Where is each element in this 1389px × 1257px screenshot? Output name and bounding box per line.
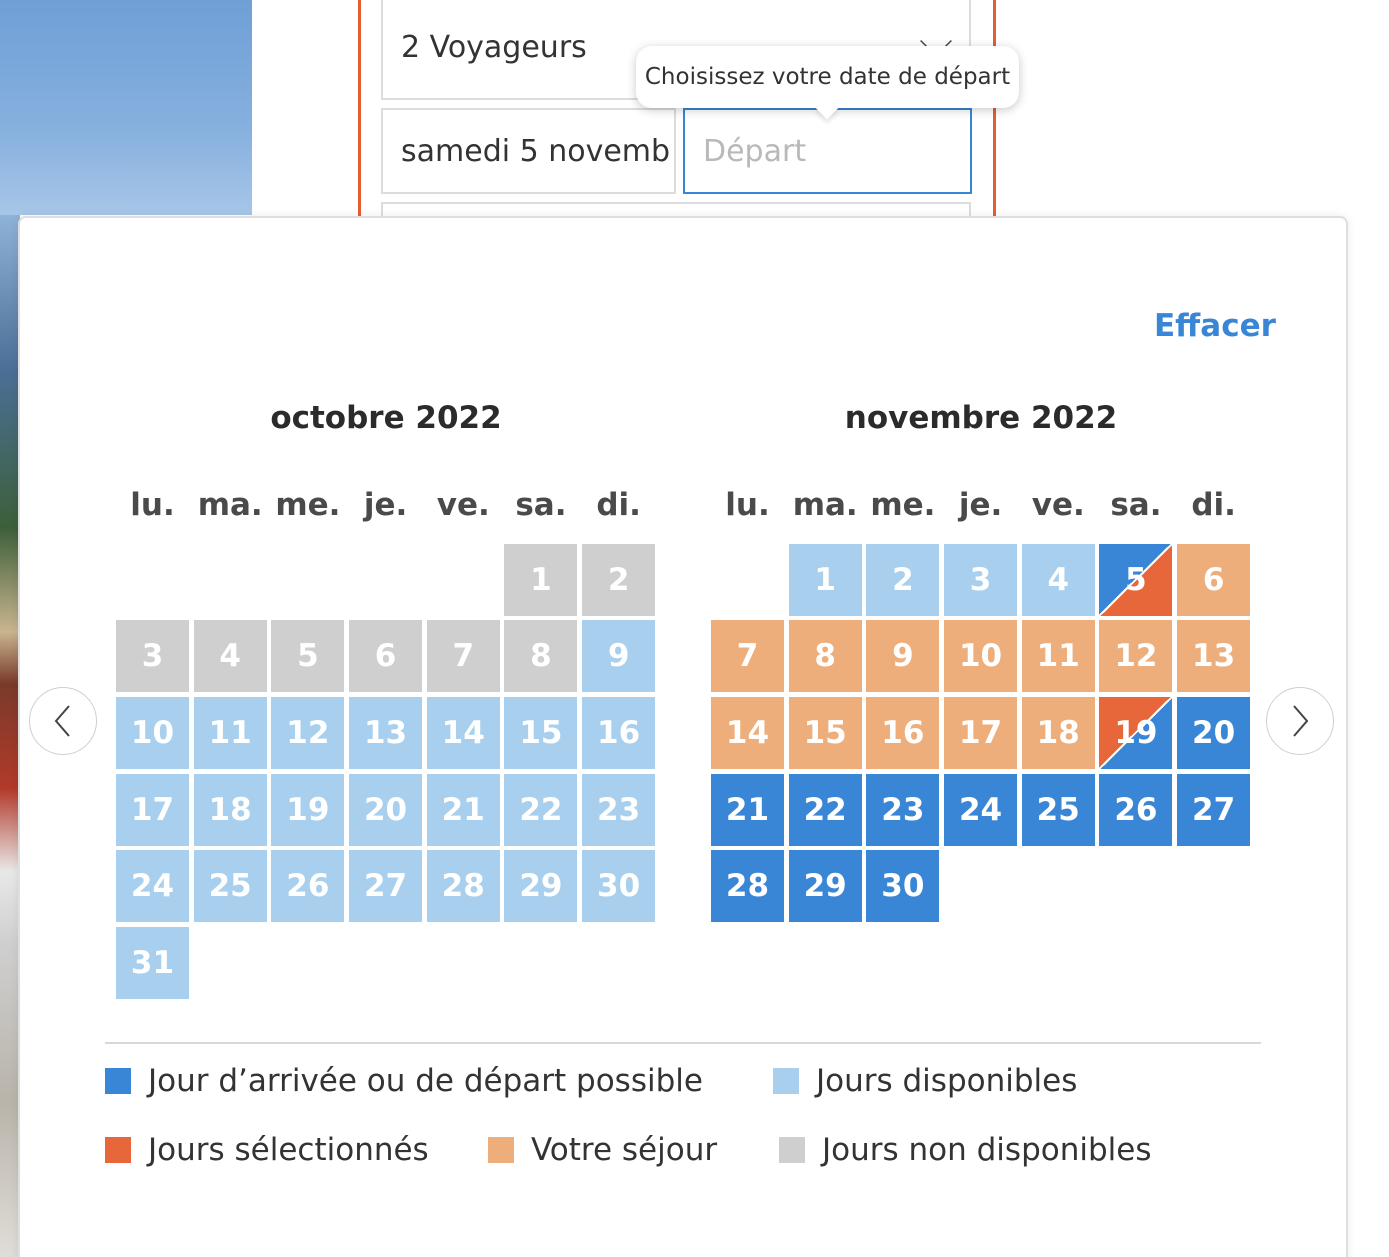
weekday-header: di. <box>596 487 641 523</box>
day-cell[interactable] <box>427 850 500 922</box>
day-number: 15 <box>803 715 847 752</box>
day-cell[interactable] <box>1099 620 1172 692</box>
day-number: 10 <box>130 715 175 752</box>
day-number: 25 <box>1036 791 1080 828</box>
day-number: 18 <box>208 791 252 828</box>
day-cell[interactable] <box>116 774 189 846</box>
day-cell[interactable] <box>944 620 1017 692</box>
legend-divider <box>105 1042 1261 1044</box>
day-cell[interactable] <box>711 697 784 769</box>
day-number: 13 <box>363 715 408 752</box>
day-number: 6 <box>1202 561 1225 598</box>
day-number: 30 <box>881 868 925 905</box>
day-number: 29 <box>519 868 563 905</box>
day-cell[interactable] <box>866 850 939 922</box>
day-cell[interactable] <box>789 850 862 922</box>
day-cell[interactable] <box>1177 620 1250 692</box>
day-cell <box>427 620 500 692</box>
day-cell[interactable] <box>427 697 500 769</box>
legend-swatch <box>488 1137 514 1163</box>
legend-item-possible <box>105 1063 703 1099</box>
day-cell[interactable] <box>944 774 1017 846</box>
day-cell[interactable] <box>711 620 784 692</box>
legend-label: Votre séjour <box>531 1132 718 1168</box>
day-number: 5 <box>297 638 319 675</box>
legend-label: Jours non disponibles <box>822 1132 1152 1168</box>
day-number: 11 <box>1036 638 1080 675</box>
chevron-right-icon <box>1288 703 1312 739</box>
departure-date-placeholder: Départ <box>703 133 807 169</box>
day-cell[interactable] <box>789 544 862 616</box>
day-cell[interactable] <box>1022 544 1095 616</box>
day-cell[interactable] <box>1099 697 1172 769</box>
day-number: 6 <box>374 638 397 675</box>
day-number: 21 <box>725 791 770 828</box>
day-cell[interactable] <box>866 774 939 846</box>
day-number: 5 <box>1125 561 1147 598</box>
day-cell[interactable] <box>1022 697 1095 769</box>
day-cell[interactable] <box>504 774 577 846</box>
day-cell <box>271 620 344 692</box>
day-number: 15 <box>519 715 563 752</box>
day-number: 3 <box>969 561 992 598</box>
day-cell[interactable] <box>582 774 655 846</box>
day-number: 3 <box>141 638 164 675</box>
day-number: 28 <box>441 868 485 905</box>
departure-date-field[interactable] <box>683 108 972 194</box>
day-cell[interactable] <box>116 927 189 999</box>
day-number: 24 <box>130 868 175 905</box>
day-number: 2 <box>607 561 630 598</box>
legend-label: Jours disponibles <box>816 1063 1078 1099</box>
day-number: 1 <box>814 561 836 598</box>
day-number: 16 <box>881 715 925 752</box>
day-cell <box>504 544 577 616</box>
legend-label: Jour d’arrivée ou de départ possible <box>148 1063 703 1099</box>
arrival-date-value: samedi 5 novemb <box>401 133 671 169</box>
month-title-october: octobre 2022 <box>270 400 502 436</box>
day-cell[interactable] <box>116 850 189 922</box>
day-number: 27 <box>1192 791 1236 828</box>
weekday-header: ve. <box>1031 487 1085 523</box>
day-cell[interactable] <box>1022 774 1095 846</box>
background-photo-strip <box>0 215 20 1257</box>
day-number: 2 <box>892 561 914 598</box>
weekday-header: lu. <box>130 487 175 523</box>
weekday-header: je. <box>958 487 1003 523</box>
day-cell[interactable] <box>194 850 267 922</box>
day-cell[interactable] <box>194 774 267 846</box>
day-number: 11 <box>208 715 252 752</box>
weekday-header: me. <box>870 487 936 523</box>
day-cell[interactable] <box>1099 544 1172 616</box>
day-number: 23 <box>597 791 641 828</box>
day-number: 8 <box>814 638 836 675</box>
day-cell[interactable] <box>427 774 500 846</box>
legend-item-unavailable <box>779 1132 1151 1168</box>
day-cell[interactable] <box>582 850 655 922</box>
day-number: 7 <box>736 638 759 675</box>
day-number: 26 <box>1114 791 1158 828</box>
day-cell[interactable] <box>711 774 784 846</box>
day-number: 14 <box>725 715 770 752</box>
empty-day-cell <box>349 544 422 616</box>
day-cell[interactable] <box>271 774 344 846</box>
day-cell[interactable] <box>194 697 267 769</box>
day-cell[interactable] <box>271 697 344 769</box>
day-cell <box>504 620 577 692</box>
empty-day-cell <box>271 544 344 616</box>
day-number: 19 <box>286 791 330 828</box>
day-cell[interactable] <box>582 620 655 692</box>
day-number: 10 <box>958 638 1003 675</box>
legend-item-available <box>773 1063 1077 1099</box>
day-number: 19 <box>1114 715 1158 752</box>
day-number: 25 <box>208 868 252 905</box>
day-number: 26 <box>286 868 330 905</box>
day-number: 18 <box>1036 715 1080 752</box>
month-title-november: novembre 2022 <box>844 400 1118 436</box>
day-cell[interactable] <box>1177 697 1250 769</box>
weekday-header: lu. <box>725 487 770 523</box>
day-cell[interactable] <box>1177 544 1250 616</box>
day-number: 17 <box>130 791 175 828</box>
weekday-header: ma. <box>792 487 858 523</box>
day-number: 23 <box>881 791 925 828</box>
legend-label: Jours sélectionnés <box>148 1132 429 1168</box>
day-number: 4 <box>219 638 241 675</box>
day-number: 14 <box>441 715 485 752</box>
day-number: 30 <box>597 868 641 905</box>
day-cell[interactable] <box>944 697 1017 769</box>
month-grid-october <box>116 484 655 999</box>
day-cell <box>349 620 422 692</box>
day-number: 9 <box>892 638 914 675</box>
day-number: 1 <box>530 561 552 598</box>
day-cell[interactable] <box>866 620 939 692</box>
day-cell[interactable] <box>866 544 939 616</box>
weekday-header: ma. <box>197 487 263 523</box>
day-number: 27 <box>363 868 408 905</box>
clear-button[interactable]: Effacer <box>1154 308 1276 344</box>
day-number: 9 <box>607 638 630 675</box>
day-cell[interactable] <box>349 697 422 769</box>
day-number: 13 <box>1192 638 1236 675</box>
legend-swatch <box>105 1068 131 1094</box>
day-cell[interactable] <box>349 850 422 922</box>
departure-tooltip <box>636 46 1019 108</box>
background-photo <box>0 0 252 215</box>
weekday-header: di. <box>1191 487 1236 523</box>
day-number: 20 <box>1192 715 1236 752</box>
day-cell[interactable] <box>504 697 577 769</box>
weekday-header: je. <box>363 487 408 523</box>
month-grid-november <box>711 484 1250 922</box>
legend-swatch <box>779 1137 805 1163</box>
empty-day-cell <box>427 544 500 616</box>
day-number: 28 <box>725 868 770 905</box>
legend-swatch <box>773 1068 799 1094</box>
legend-item-selected <box>105 1132 429 1168</box>
day-number: 12 <box>1114 638 1158 675</box>
day-number: 21 <box>441 791 485 828</box>
day-cell[interactable] <box>944 544 1017 616</box>
empty-day-cell <box>194 544 267 616</box>
weekday-header: me. <box>275 487 341 523</box>
day-number: 4 <box>1047 561 1070 598</box>
day-cell[interactable] <box>1177 774 1250 846</box>
day-number: 8 <box>530 638 552 675</box>
day-cell[interactable] <box>789 774 862 846</box>
arrival-date-field[interactable] <box>381 108 676 194</box>
day-number: 12 <box>286 715 330 752</box>
tooltip-text: Choisissez votre date de départ <box>644 64 1011 90</box>
legend-item-stay <box>488 1132 717 1168</box>
day-number: 29 <box>803 868 847 905</box>
chevron-left-icon <box>51 703 75 739</box>
day-cell[interactable] <box>349 774 422 846</box>
weekday-header: sa. <box>515 487 567 523</box>
day-number: 16 <box>597 715 641 752</box>
day-cell <box>116 620 189 692</box>
day-cell[interactable] <box>504 850 577 922</box>
day-cell[interactable] <box>1099 774 1172 846</box>
day-number: 7 <box>452 638 475 675</box>
previous-month-button[interactable] <box>29 687 97 755</box>
day-cell[interactable] <box>866 697 939 769</box>
empty-day-cell <box>711 544 784 616</box>
day-cell[interactable] <box>1022 620 1095 692</box>
day-number: 22 <box>519 791 563 828</box>
travelers-value: 2 Voyageurs <box>401 29 587 65</box>
day-cell[interactable] <box>582 697 655 769</box>
next-month-button[interactable] <box>1266 687 1334 755</box>
day-cell[interactable] <box>711 850 784 922</box>
weekday-header: sa. <box>1110 487 1162 523</box>
day-cell <box>194 620 267 692</box>
day-cell[interactable] <box>789 620 862 692</box>
day-number: 17 <box>958 715 1003 752</box>
empty-day-cell <box>116 544 189 616</box>
legend-swatch <box>105 1137 131 1163</box>
weekday-header: ve. <box>436 487 490 523</box>
day-number: 20 <box>363 791 408 828</box>
day-cell[interactable] <box>789 697 862 769</box>
day-cell <box>582 544 655 616</box>
day-cell[interactable] <box>271 850 344 922</box>
day-number: 24 <box>958 791 1003 828</box>
day-number: 31 <box>130 945 175 982</box>
day-number: 22 <box>803 791 847 828</box>
day-cell[interactable] <box>116 697 189 769</box>
